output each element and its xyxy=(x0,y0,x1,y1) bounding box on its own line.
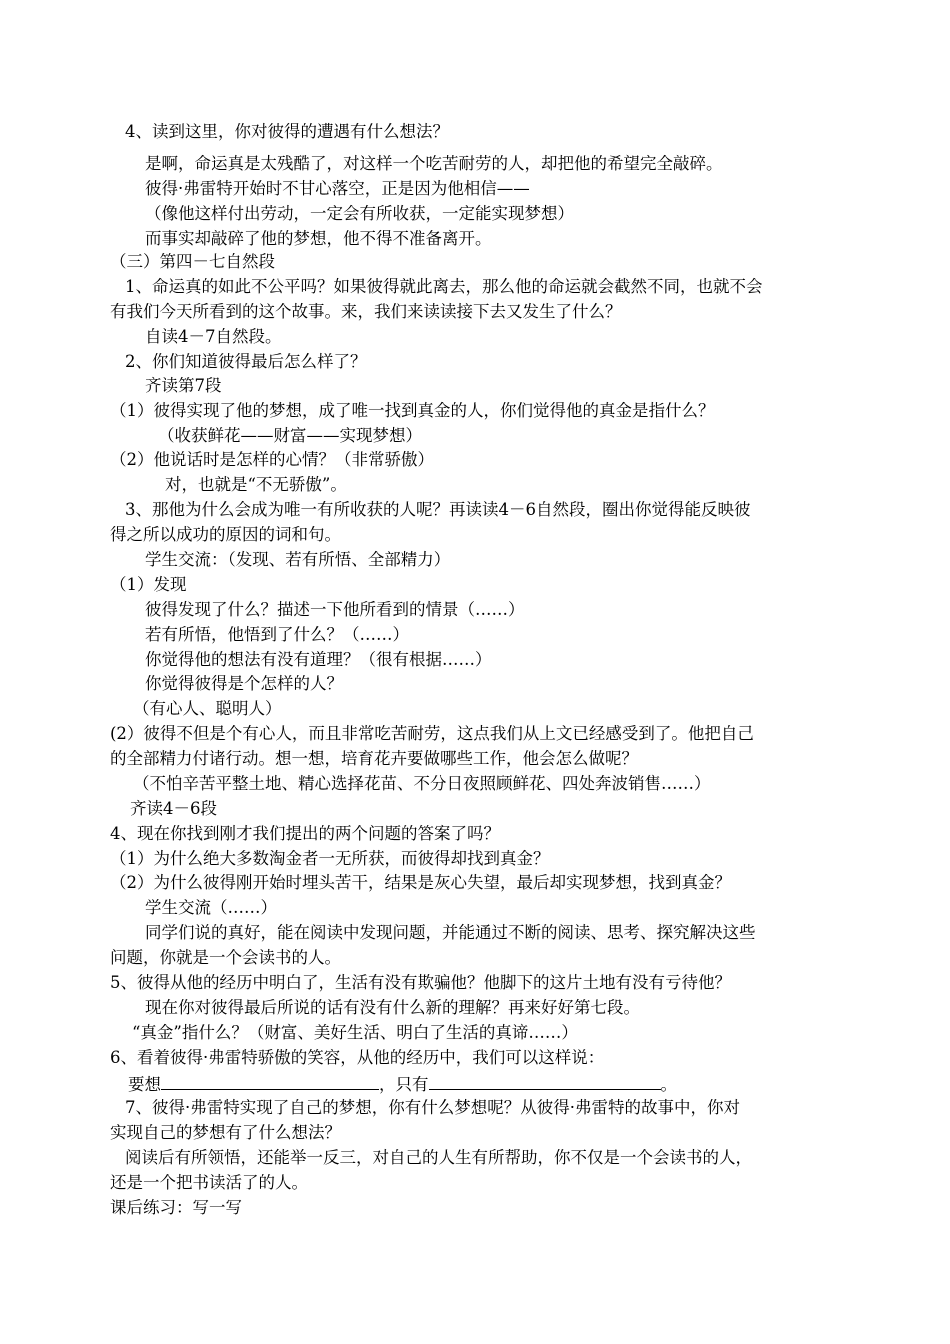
text-line: 对，也就是“不无骄傲”。 xyxy=(165,475,347,494)
text-line: （1）发现 xyxy=(110,575,187,594)
question-7: 7、彼得·弗雷特实现了自己的梦想，你有什么梦想呢？从彼得·弗雷特的故事中，你对 xyxy=(125,1098,740,1117)
text-line: （1）彼得实现了他的梦想，成了唯一找到真金的人，你们觉得他的真金是指什么？ xyxy=(110,401,715,420)
homework-heading: 课后练习：写一写 xyxy=(110,1198,242,1217)
text-line: 你觉得他的想法有没有道理？（很有根据……） xyxy=(145,650,492,669)
text-line: 自读4－7自然段。 xyxy=(145,327,282,346)
text-line: 同学们说的真好，能在阅读中发现问题，并能通过不断的阅读、思考、探究解决这些 xyxy=(145,923,756,942)
fill-in-sentence xyxy=(128,1071,677,1095)
question-2: 2、你们知道彼得最后怎么样了？ xyxy=(125,352,367,371)
blank-line-2[interactable] xyxy=(429,1071,661,1090)
text-line: （1）为什么绝大多数淘金者一无所获，而彼得却找到真金？ xyxy=(110,849,550,868)
text-line: 得之所以成功的原因的词和句。 xyxy=(110,525,341,544)
text-line: 彼得发现了什么？描述一下他所看到的情景（……） xyxy=(145,600,525,619)
text-line: 若有所悟，他悟到了什么？（……） xyxy=(145,625,409,644)
text-line: 学生交流（……） xyxy=(145,898,277,917)
text-line: 是啊，命运真是太残酷了，对这样一个吃苦耐劳的人，却把他的希望完全敲碎。 xyxy=(145,154,723,173)
text-line: “真金”指什么？（财富、美好生活、明白了生活的真谛……） xyxy=(132,1023,578,1042)
section-heading: （三）第四－七自然段 xyxy=(110,252,275,271)
text-line: （收获鲜花——财富——实现梦想） xyxy=(158,426,422,445)
text-line: （像他这样付出劳动，一定会有所收获，一定能实现梦想） xyxy=(145,204,574,223)
text-line: （2）为什么彼得刚开始时埋头苦干，结果是灰心失望，最后却实现梦想，找到真金？ xyxy=(110,873,731,892)
text-line: 齐读4－6段 xyxy=(130,799,217,818)
text-line: （2）他说话时是怎样的心情？（非常骄傲） xyxy=(110,450,434,469)
text-line: 学生交流：（发现、若有所悟、全部精力） xyxy=(145,550,451,569)
text-line: 有我们今天所看到的这个故事。来，我们来读读接下去又发生了什么？ xyxy=(110,302,622,321)
question-1: 1、命运真的如此不公平吗？如果彼得就此离去，那么他的命运就会截然不同，也就不会 xyxy=(125,277,763,296)
text-line: 而事实却敲碎了他的梦想，他不得不准备离开。 xyxy=(145,229,492,248)
question-6: 6、看着彼得·弗雷特骄傲的笑容，从他的经历中，我们可以这样说： xyxy=(110,1048,605,1067)
question-4: 4、读到这里，你对彼得的遭遇有什么想法？ xyxy=(125,122,449,141)
text-line: 你觉得彼得是个怎样的人？ xyxy=(145,674,343,693)
text-line: 彼得·弗雷特开始时不甘心落空，正是因为他相信—— xyxy=(145,179,530,198)
text-line: 实现自己的梦想有了什么想法？ xyxy=(110,1123,341,1142)
text-line: （不怕辛苦平整土地、精心选择花苗、不分日夜照顾鲜花、四处奔波销售……） xyxy=(133,774,711,793)
question-3: 3、那他为什么会成为唯一有所收获的人呢？再读读4－6自然段，圈出你觉得能反映彼 xyxy=(125,500,751,519)
fill-suffix: 。 xyxy=(660,1075,677,1094)
text-line: 的全部精力付诸行动。想一想，培育花卉要做哪些工作，他会怎么做呢？ xyxy=(110,749,638,768)
text-line: 现在你对彼得最后所说的话有没有什么新的理解？再来好好第七段。 xyxy=(145,998,640,1017)
fill-prefix: 要想 xyxy=(128,1075,161,1094)
blank-line-1[interactable] xyxy=(161,1071,379,1090)
text-line: 问题，你就是一个会读书的人。 xyxy=(110,948,341,967)
text-line: (2）彼得不但是个有心人，而且非常吃苦耐劳，这点我们从上文已经感受到了。他把自己 xyxy=(110,724,754,743)
text-line: 齐读第7段 xyxy=(145,376,222,395)
text-line: （有心人、聪明人） xyxy=(133,699,282,718)
fill-middle: ，只有 xyxy=(379,1075,429,1094)
question-4b: 4、现在你找到刚才我们提出的两个问题的答案了吗？ xyxy=(110,824,500,843)
text-line: 还是一个把书读活了的人。 xyxy=(110,1173,308,1192)
question-5: 5、彼得从他的经历中明白了，生活有没有欺骗他？他脚下的这片土地有没有亏待他？ xyxy=(110,973,731,992)
text-line: 阅读后有所领悟，还能举一反三，对自己的人生有所帮助，你不仅是一个会读书的人， xyxy=(125,1148,752,1167)
